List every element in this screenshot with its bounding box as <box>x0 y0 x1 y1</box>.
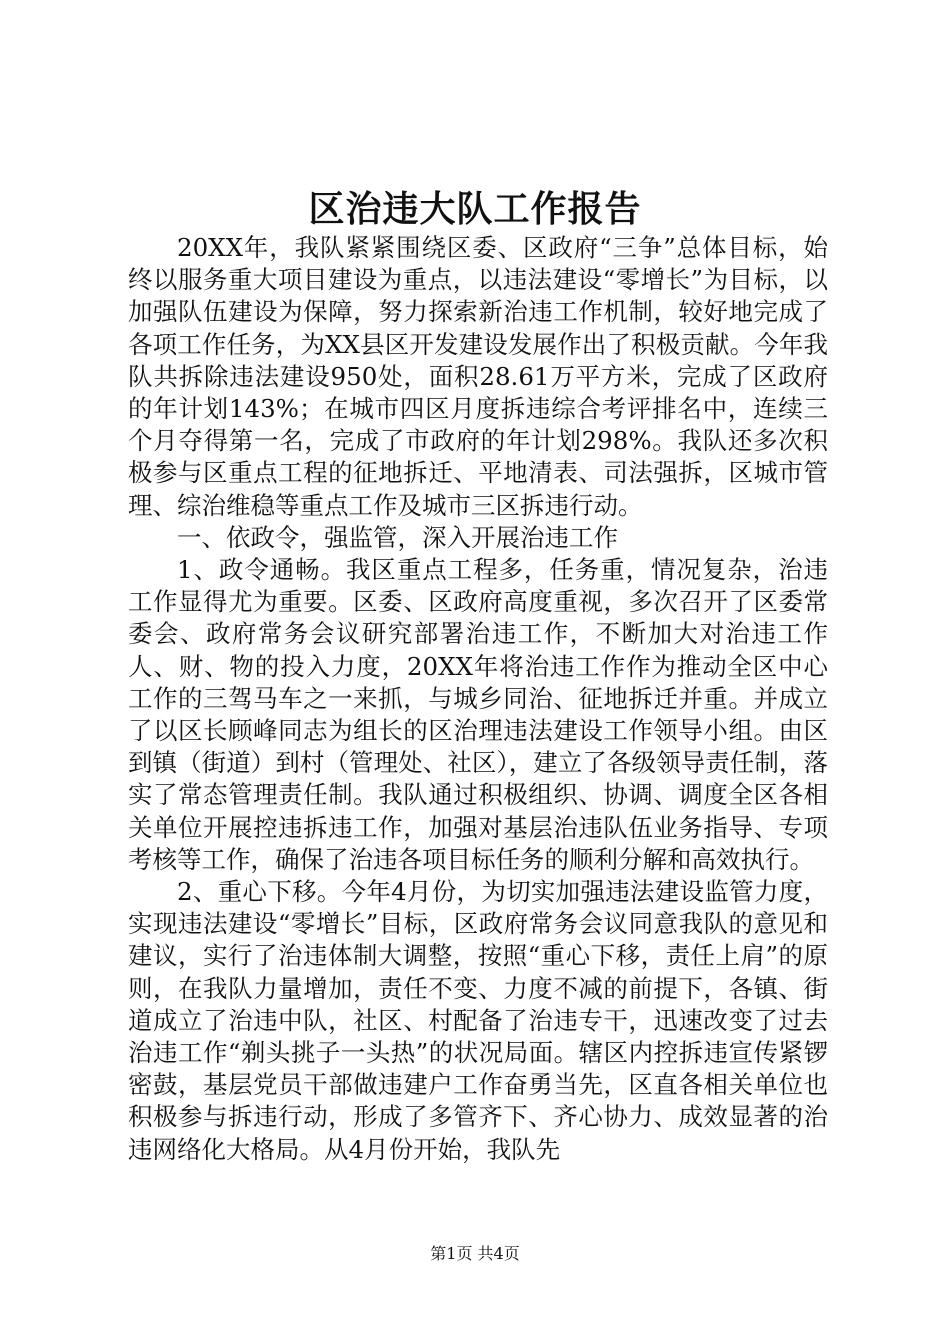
body-paragraph: 2、重心下移。今年4月份，为切实加强违法建设监管力度，实现违法建设“零增长”目标，区政府常务会议同意我队的意见和建议，实行了治违体制大调整，按照“重心下移，责任上肩”的原则，在我队力量增加，责任不变、力度不减的前提下，各镇、街道成立了治违中队，社区、村配备了治违专干，迅速改变了过去治违工作“剃头挑子一头热”的状况局面。辖区内控拆违宣传紧锣密鼓，基层党员干部做违建户工作奋勇当先，区直各相关单位也积极参与拆违行动，形成了多管齐下、齐心协力、成效显著的治违网络化大格局。从4月份开始，我队先 <box>128 877 828 1164</box>
document-body <box>128 232 828 1166</box>
body-paragraph: 1、政令通畅。我区重点工程多，任务重，情况复杂，治违工作显得尤为重要。区委、区政府高度重视，多次召开了区委常委会、政府常务会议研究部署治违工作，不断加大对治违工作人、财、物的投入力度，20XX年将治违工作作为推动全区中心工作的三驾马车之一来抓，与城乡同治、征地拆迁并重。并成立了以区长顾峰同志为组长的区治理违法建设工作领导小组。由区到镇（街道）到村（管理处、社区），建立了各级领导责任制，落实了常态管理责任制。我队通过积极组织、协调、调度全区各相关单位开展控违拆违工作，加强对基层治违队伍业务指导、专项考核等工作，确保了治违各项目标任务的顺利分解和高效执行。 <box>128 555 828 874</box>
page-number: 第1页 共4页 <box>430 1244 520 1263</box>
document-title: 区治违大队工作报告 <box>308 188 642 230</box>
section-heading: 一、依政令，强监管，深入开展治违工作 <box>177 522 618 552</box>
intro-paragraph: 20XX年，我队紧紧围绕区委、区政府“三争”总体目标，始终以服务重大项目建设为重点，以违法建设“零增长”为目标，以加强队伍建设为保障，努力探索新治违工作机制，较好地完成了各项工作任务，为XX县区开发建设发展作出了积极贡献。今年我队共拆除违法建设950处，面积28.61万平方米，完成了区政府的年计划143%；在城市四区月度拆违综合考评排名中，连续三个月夺得第一名，完成了市政府的年计划298%。我队还多次积极参与区重点工程的征地拆迁、平地清表、司法强拆，区城市管理、综治维稳等重点工作及城市三区拆违行动。 <box>128 233 828 520</box>
